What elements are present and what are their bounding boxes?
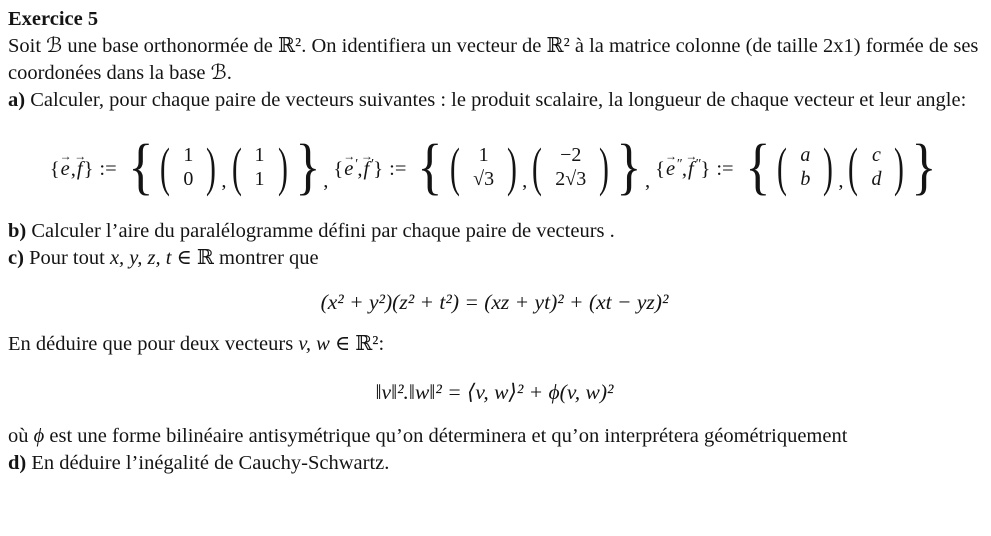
brace: } bbox=[83, 158, 94, 181]
paren: ) bbox=[823, 137, 834, 197]
vector-e bbox=[59, 149, 71, 183]
column-matrix bbox=[844, 137, 908, 197]
paren: ) bbox=[507, 137, 518, 197]
matrix-entry: c bbox=[872, 144, 881, 166]
item-c-post: montrer que bbox=[219, 247, 319, 269]
vector-pairs-formula bbox=[8, 126, 981, 208]
matrix-entry: −2 bbox=[560, 144, 582, 166]
paren: ) bbox=[894, 137, 905, 197]
assign-symbol: := bbox=[389, 158, 407, 181]
paren: ( bbox=[450, 137, 461, 197]
vector-f-double-prime bbox=[685, 149, 697, 183]
matrix-entries bbox=[464, 143, 503, 191]
brace: { bbox=[744, 133, 771, 201]
item-d-label: d) bbox=[8, 452, 27, 474]
paren: ( bbox=[848, 137, 859, 197]
prime-mark: ′ bbox=[354, 156, 358, 172]
item-a-label: a) bbox=[8, 89, 26, 111]
vector-arrow-icon: → bbox=[59, 149, 71, 164]
vector-e-prime bbox=[343, 149, 355, 183]
item-c-pre: Pour tout bbox=[23, 247, 110, 269]
pair-label bbox=[50, 151, 124, 184]
matrix-entry: 2√3 bbox=[555, 168, 587, 190]
pair-set-e-prime-f-prime bbox=[333, 133, 644, 201]
matrix-entry: a bbox=[800, 144, 811, 166]
deduce-paragraph bbox=[8, 331, 981, 358]
matrix-entries bbox=[546, 143, 595, 191]
brace: { bbox=[333, 158, 344, 181]
matrix-entry: 1 bbox=[254, 168, 265, 190]
vector-e-double-prime bbox=[664, 149, 676, 183]
prime-mark: ″ bbox=[676, 156, 682, 172]
vector-letter: f bbox=[363, 158, 370, 181]
vector-letter: f bbox=[687, 158, 694, 181]
item-b-label: b) bbox=[8, 220, 27, 242]
matrix-entry: d bbox=[871, 168, 882, 190]
prime-mark: ′ bbox=[370, 156, 374, 172]
pair-label bbox=[655, 151, 741, 184]
brace: { bbox=[127, 133, 154, 201]
comma: , bbox=[357, 158, 363, 181]
brace: } bbox=[616, 133, 642, 201]
paren: ) bbox=[277, 137, 288, 197]
vector-letter: e bbox=[344, 158, 354, 181]
vector-letter: f bbox=[76, 158, 83, 181]
paren: ( bbox=[532, 137, 543, 197]
vector-arrow-icon: → bbox=[685, 149, 697, 164]
matrix-entries bbox=[246, 143, 274, 191]
item-d-text: En déduire l’inégalité de Cauchy-Schwartz. bbox=[26, 452, 390, 474]
column-matrix bbox=[156, 137, 220, 197]
brace: } bbox=[700, 158, 711, 181]
vector-arrow-icon: → bbox=[74, 149, 86, 164]
vector-f bbox=[74, 149, 86, 183]
paren: ( bbox=[160, 137, 171, 197]
prime-mark: ″ bbox=[694, 156, 701, 172]
item-c-variables: x, y, z, t bbox=[109, 247, 172, 269]
comma: , bbox=[221, 169, 227, 192]
norm-identity-formula: ‖v‖².‖w‖² = ⟨v, w⟩² + ϕ(v, w)² bbox=[375, 380, 614, 404]
phi-paragraph bbox=[8, 423, 981, 450]
brace: { bbox=[49, 158, 60, 181]
column-matrix bbox=[228, 137, 292, 197]
phi-pre: où bbox=[8, 425, 34, 447]
vector-letter: e bbox=[665, 158, 676, 181]
phi-post: est une forme bilinéaire antisymétrique qu’on déterminera et qu’on interprétera géométriquement bbox=[44, 425, 848, 447]
item-c-mid: ∈ ℝ bbox=[171, 247, 220, 269]
deduce-post: ∈ ℝ²: bbox=[329, 333, 385, 355]
brace: } bbox=[911, 133, 937, 201]
matrix-entry: 1 bbox=[478, 144, 489, 166]
brace: { bbox=[417, 133, 443, 201]
paren: ( bbox=[777, 137, 788, 197]
comma: , bbox=[323, 169, 329, 192]
item-a-text: Calculer, pour chaque paire de vecteurs suivantes : le produit scalaire, la longueur de chaque vecteur et leur angle: bbox=[25, 89, 967, 111]
column-matrix bbox=[446, 137, 521, 197]
comma: , bbox=[70, 158, 76, 181]
assign-symbol: := bbox=[99, 158, 117, 181]
item-b-paragraph bbox=[8, 218, 981, 245]
pair-set-e-dprime-f-dprime bbox=[655, 133, 939, 201]
deduce-pre: En déduire que pour deux vecteurs bbox=[8, 333, 299, 355]
assign-symbol: := bbox=[716, 158, 734, 181]
comma: , bbox=[522, 169, 528, 192]
item-c-paragraph bbox=[8, 245, 981, 272]
comma: , bbox=[644, 169, 651, 192]
matrix-entries bbox=[862, 143, 890, 191]
matrix-entries bbox=[791, 143, 819, 191]
column-matrix bbox=[773, 137, 837, 197]
matrix-entry: 0 bbox=[183, 168, 194, 190]
deduce-variables: v, w bbox=[298, 333, 330, 355]
vector-arrow-icon: → bbox=[343, 149, 355, 164]
item-a-paragraph bbox=[8, 87, 981, 114]
vector-arrow-icon: → bbox=[360, 149, 372, 164]
matrix-entry: 1 bbox=[254, 144, 265, 166]
column-matrix bbox=[528, 137, 613, 197]
vector-arrow-icon: → bbox=[664, 149, 676, 164]
pair-label bbox=[333, 151, 413, 184]
paren: ) bbox=[206, 137, 217, 197]
matrix-entries bbox=[174, 143, 202, 191]
page-title: Exercice 5 bbox=[8, 8, 99, 30]
vector-f-prime bbox=[360, 149, 372, 183]
matrix-entry: 1 bbox=[183, 144, 194, 166]
brace: } bbox=[373, 158, 384, 181]
phi-symbol: ϕ bbox=[33, 425, 45, 447]
comma: , bbox=[838, 169, 844, 192]
brace: } bbox=[294, 133, 321, 201]
intro-paragraph: Soit ℬ une base orthonormée de ℝ². On identifiera un vecteur de ℝ² à la matrice colonne (de taille 2x1) formée de ses coordonées dans la base ℬ. bbox=[8, 35, 979, 84]
item-c-label: c) bbox=[8, 247, 24, 269]
matrix-entry: √3 bbox=[473, 168, 495, 190]
comma: , bbox=[681, 158, 687, 181]
identity-formula: (x² + y²)(z² + t²) = (xz + yt)² + (xt − yz)² bbox=[320, 290, 669, 314]
paren: ( bbox=[231, 137, 242, 197]
matrix-entry: b bbox=[800, 168, 811, 190]
vector-letter: e bbox=[60, 158, 70, 181]
item-d-paragraph bbox=[8, 450, 981, 477]
brace: { bbox=[655, 158, 665, 181]
paren: ) bbox=[599, 137, 610, 197]
item-b-text: Calculer l’aire du paralélogramme défini par chaque paire de vecteurs . bbox=[26, 220, 615, 242]
pair-set-ef bbox=[49, 133, 322, 201]
